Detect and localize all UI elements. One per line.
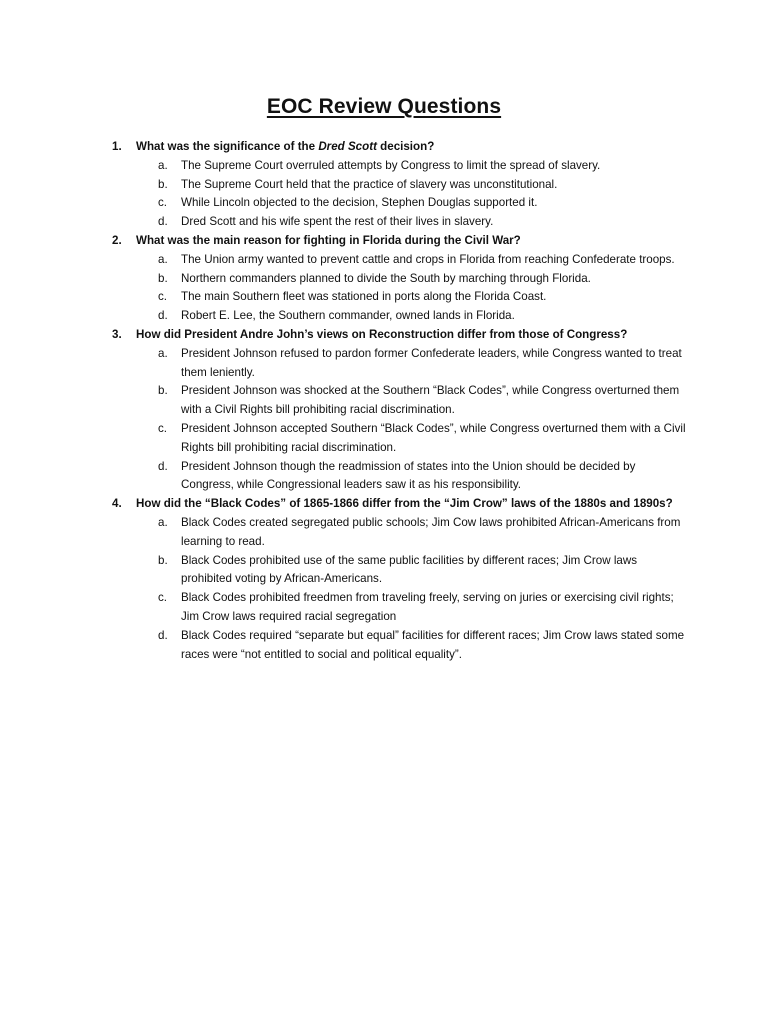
option-text: The main Southern fleet was stationed in ports along the Florida Coast. [181, 290, 547, 304]
option-list [112, 157, 687, 232]
option-letter: d. [158, 215, 168, 229]
option-text: The Supreme Court overruled attempts by Congress to limit the spread of slavery. [181, 158, 601, 172]
question [112, 232, 687, 251]
option-text: President Johnson accepted Southern “Black Codes”, while Congress overturned them with a Civil Rights bill prohibiting racial discrimination. [181, 421, 686, 454]
option-list [112, 345, 687, 495]
option [112, 514, 687, 552]
option-letter: a. [158, 158, 168, 172]
option-text: Dred Scott and his wife spent the rest of their lives in slavery. [181, 215, 494, 229]
question-number: 3. [112, 327, 122, 341]
question-number: 2. [112, 233, 122, 247]
option [112, 589, 687, 627]
option-text: Black Codes prohibited freedmen from traveling freely, serving on juries or exercising civil rights; Jim Crow laws required racial segregation [181, 591, 674, 623]
question [112, 326, 687, 345]
question-text: What was the main reason for fighting in Florida during the Civil War? [136, 233, 521, 247]
option-letter: b. [158, 271, 168, 285]
option-letter: a. [158, 252, 168, 266]
question-number: 4. [112, 497, 122, 511]
option-letter: a. [158, 346, 168, 360]
option-letter: b. [158, 384, 168, 398]
option [112, 420, 687, 458]
option [112, 382, 687, 420]
question-block [112, 232, 687, 326]
option-letter: a. [158, 515, 168, 529]
option-letter: d. [158, 628, 168, 642]
question-text-post: decision? [376, 140, 435, 153]
option-letter: b. [158, 177, 168, 191]
option-text: Black Codes created segregated public schools; Jim Cow laws prohibited African-Americans from learning to read. [181, 515, 681, 548]
question-block [112, 138, 687, 232]
question-number: 1. [112, 140, 122, 153]
option-text: President Johnson was shocked at the Southern “Black Codes”, while Congress overturned them with a Civil Rights bill prohibiting racial discrimination. [181, 384, 680, 417]
option-text: The Union army wanted to prevent cattle and crops in Florida from reaching Confederate troops. [181, 252, 675, 266]
option-text: The Supreme Court held that the practice of slavery was unconstitutional. [181, 177, 558, 191]
option-text: Black Codes required “separate but equal” facilities for different races; Jim Crow laws stated some races were “not entitled to social and political equality”. [181, 628, 685, 661]
option-letter: d. [158, 459, 168, 473]
option [112, 307, 687, 326]
option [112, 251, 687, 270]
question-block [112, 326, 687, 495]
option-list [112, 514, 687, 664]
option-text: President Johnson refused to pardon former Confederate leaders, while Congress wanted to treat them leniently. [181, 346, 682, 379]
question-text-pre: What was the significance of the [136, 140, 319, 153]
option [112, 288, 687, 307]
option [112, 194, 687, 213]
question-block [112, 495, 687, 664]
option-text: While Lincoln objected to the decision, Stephen Douglas supported it. [181, 196, 538, 210]
option [112, 270, 687, 289]
option [112, 552, 687, 590]
question-text: How did the “Black Codes” of 1865-1866 differ from the “Jim Crow” laws of the 1880s and 1890s? [136, 497, 673, 511]
option [112, 627, 687, 665]
option-letter: c. [158, 421, 168, 435]
option-letter: c. [158, 290, 168, 304]
option [112, 176, 687, 195]
option-list [112, 251, 687, 326]
question-text [136, 138, 687, 157]
page-title: EOC Review Questions [266, 95, 502, 118]
option-text: Northern commanders planned to divide the South by marching through Florida. [181, 271, 591, 285]
option-text: Robert E. Lee, the Southern commander, owned lands in Florida. [181, 309, 515, 323]
option [112, 157, 687, 176]
option-letter: d. [158, 309, 168, 323]
question [112, 495, 687, 514]
option-text: Black Codes prohibited use of the same public facilities by different races; Jim Crow laws prohibited voting by African-Americans. [181, 553, 638, 586]
question-text-italic: Dred Scott [318, 140, 377, 153]
option-letter: c. [158, 196, 168, 210]
question-text: How did President Andre John’s views on Reconstruction differ from those of Congress? [136, 327, 628, 341]
option [112, 213, 687, 232]
question [112, 138, 687, 157]
question-list [112, 138, 687, 664]
option-letter: c. [158, 591, 168, 605]
option [112, 458, 687, 496]
option-letter: b. [158, 553, 168, 567]
option-text: President Johnson though the readmission of states into the Union should be decided by Congress, while Congressional leaders saw it as his responsibility. [181, 459, 636, 492]
option [112, 345, 687, 383]
